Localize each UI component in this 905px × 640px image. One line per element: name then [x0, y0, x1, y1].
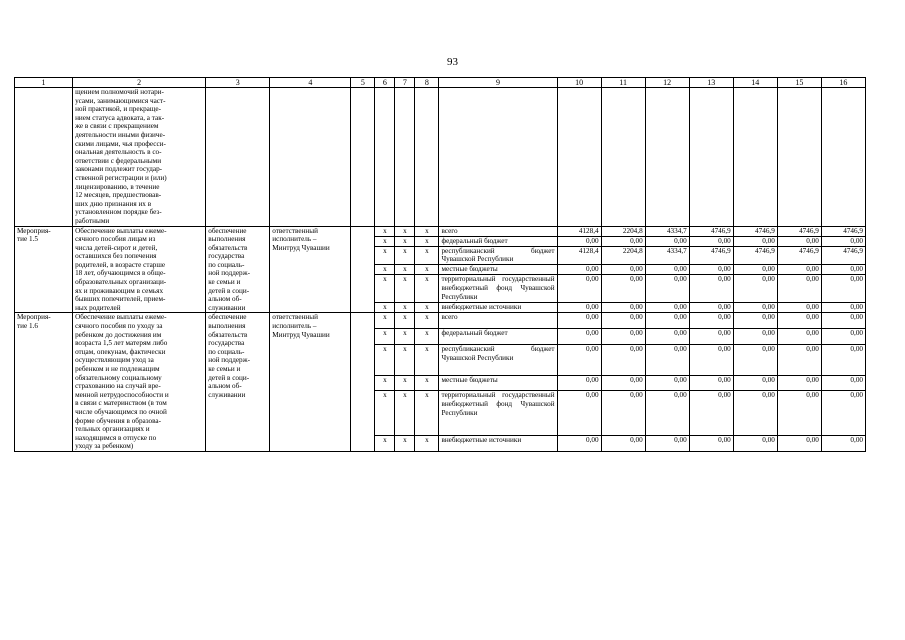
header-cell: 15: [777, 78, 821, 88]
amount-cell: 0,00: [689, 329, 733, 345]
funding-source: республиканский бюджет Чувашской Республики: [439, 246, 557, 265]
x-mark: x: [415, 329, 439, 345]
x-mark: x: [415, 246, 439, 265]
header-cell: 7: [395, 78, 415, 88]
x-mark: x: [375, 226, 395, 236]
x-mark: x: [375, 329, 395, 345]
amount-cell: 0,00: [557, 275, 601, 303]
x-mark: x: [395, 236, 415, 246]
x-mark: x: [415, 313, 439, 329]
amount-cell: 0,00: [821, 265, 865, 275]
page-number: 93: [447, 56, 458, 68]
x-mark: x: [415, 303, 439, 313]
empty-cell: [395, 88, 415, 227]
x-mark: x: [375, 313, 395, 329]
amount-cell: 0,00: [645, 391, 689, 436]
x-mark: x: [395, 265, 415, 275]
x-mark: x: [395, 391, 415, 436]
amount-cell: 0,00: [645, 303, 689, 313]
activity-purpose: обеспечение выполнения обязательств государства по социаль- ной поддерж- ке семьи и детей в соци- альном об- служивании: [206, 226, 270, 313]
funding-row: [15, 226, 866, 236]
x-mark: x: [395, 375, 415, 391]
funding-source: всего: [439, 226, 557, 236]
header-cell: 16: [821, 78, 865, 88]
amount-cell: 0,00: [733, 435, 777, 451]
empty-cell: [689, 88, 733, 227]
amount-cell: 0,00: [733, 275, 777, 303]
funding-source: федеральный бюджет: [439, 329, 557, 345]
amount-cell: 0,00: [733, 375, 777, 391]
amount-cell: 0,00: [689, 236, 733, 246]
x-mark: x: [375, 275, 395, 303]
amount-cell: 0,00: [777, 236, 821, 246]
activity-title: Обеспечение выплаты ежеме- сячного пособия по уходу за ребенком до достижения им возраста 1,5 лет матерям либо отцам, опекунам, фактически осуществляющим уход за ребенком и не подлежащим обязательному социальному страхованию на случай вре- менной нетрудоспособности и в связи с материнством (в том числе обучающимся по очной форме обучения в образова- тельных организациях и находящимся в отпуске по уходу за ребенком): [73, 313, 206, 452]
amount-cell: 0,00: [645, 265, 689, 275]
x-mark: x: [375, 246, 395, 265]
empty-cell: [351, 88, 375, 227]
amount-cell: 0,00: [821, 303, 865, 313]
funding-source: внебюджетные источники: [439, 303, 557, 313]
header-cell: 13: [689, 78, 733, 88]
header-cell: 14: [733, 78, 777, 88]
amount-cell: 0,00: [777, 345, 821, 375]
funding-source: республиканский бюджет Чувашской Республики: [439, 345, 557, 375]
x-mark: x: [395, 303, 415, 313]
header-row: [15, 78, 866, 88]
amount-cell: 0,00: [645, 313, 689, 329]
empty-cell: [733, 88, 777, 227]
amount-cell: 0,00: [645, 275, 689, 303]
amount-cell: 4746,9: [821, 226, 865, 236]
amount-cell: 0,00: [645, 375, 689, 391]
activity-purpose: обеспечение выполнения обязательств государства по социаль- ной поддерж- ке семьи и детей в соци- альном об- служивании: [206, 313, 270, 452]
empty-cell: [439, 88, 557, 227]
empty-cell: [351, 313, 375, 452]
funding-source: внебюджетные источники: [439, 435, 557, 451]
amount-cell: 0,00: [777, 313, 821, 329]
amount-cell: 0,00: [777, 329, 821, 345]
amount-cell: 0,00: [777, 303, 821, 313]
x-mark: x: [415, 391, 439, 436]
amount-cell: 0,00: [689, 303, 733, 313]
amount-cell: 0,00: [689, 313, 733, 329]
empty-cell: [375, 88, 395, 227]
empty-cell: [351, 226, 375, 313]
amount-cell: 0,00: [733, 329, 777, 345]
x-mark: x: [395, 226, 415, 236]
x-mark: x: [375, 345, 395, 375]
x-mark: x: [375, 303, 395, 313]
amount-cell: 0,00: [777, 265, 821, 275]
amount-cell: 0,00: [557, 303, 601, 313]
empty-cell: [270, 88, 351, 227]
header-cell: 3: [206, 78, 270, 88]
activity-executor: ответственный исполнитель – Минтруд Чувашии: [270, 226, 351, 313]
funding-source: территориальный государственный внебюджетный фонд Чувашской Республики: [439, 391, 557, 436]
x-mark: x: [395, 275, 415, 303]
x-mark: x: [415, 236, 439, 246]
amount-cell: 0,00: [557, 313, 601, 329]
amount-cell: 0,00: [689, 391, 733, 436]
header-cell: 6: [375, 78, 395, 88]
amount-cell: 0,00: [601, 375, 645, 391]
x-mark: x: [415, 435, 439, 451]
amount-cell: 4746,9: [821, 246, 865, 265]
empty-cell: [821, 88, 865, 227]
amount-cell: 4334,7: [645, 226, 689, 236]
continuation-text: щением полномочий нотари- усами, занимающимися част- ной практикой, и прекраще- нием статуса адвоката, а так- же в связи с прекращением деятельности иными физиче- скими лицами, чья професси- ональная деятельность в со- ответствии с федеральными законами подлежит государ- ственной регистрации и (или) лицензированию, в течение 12 месяцев, предшествовав- ших дню признания их в установленном порядке без- работными: [73, 88, 206, 227]
amount-cell: 0,00: [689, 345, 733, 375]
amount-cell: 4746,9: [777, 246, 821, 265]
x-mark: x: [415, 226, 439, 236]
amount-cell: 0,00: [733, 236, 777, 246]
amount-cell: 0,00: [557, 375, 601, 391]
funding-source: местные бюджеты: [439, 265, 557, 275]
amount-cell: 0,00: [557, 435, 601, 451]
amount-cell: 4128,4: [557, 246, 601, 265]
x-mark: x: [375, 265, 395, 275]
amount-cell: 0,00: [733, 345, 777, 375]
header-cell: 11: [601, 78, 645, 88]
empty-cell: [645, 88, 689, 227]
amount-cell: 0,00: [821, 435, 865, 451]
amount-cell: 0,00: [821, 313, 865, 329]
amount-cell: 0,00: [733, 313, 777, 329]
funding-source: всего: [439, 313, 557, 329]
amount-cell: 2204,8: [601, 226, 645, 236]
program-table: [14, 77, 866, 452]
x-mark: x: [395, 246, 415, 265]
amount-cell: 0,00: [777, 375, 821, 391]
x-mark: x: [395, 329, 415, 345]
header-cell: 9: [439, 78, 557, 88]
amount-cell: 0,00: [821, 236, 865, 246]
amount-cell: 4334,7: [645, 246, 689, 265]
x-mark: x: [415, 345, 439, 375]
amount-cell: 0,00: [601, 345, 645, 375]
amount-cell: 0,00: [689, 435, 733, 451]
amount-cell: 0,00: [601, 313, 645, 329]
amount-cell: 0,00: [557, 391, 601, 436]
amount-cell: 4746,9: [689, 246, 733, 265]
amount-cell: 4746,9: [777, 226, 821, 236]
amount-cell: 0,00: [645, 345, 689, 375]
amount-cell: 0,00: [601, 329, 645, 345]
amount-cell: 0,00: [645, 435, 689, 451]
amount-cell: 0,00: [689, 275, 733, 303]
amount-cell: 2204,8: [601, 246, 645, 265]
empty-cell: [415, 88, 439, 227]
header-cell: 4: [270, 78, 351, 88]
activity-title: Обеспечение выплаты ежеме- сячного пособия лицам из числа детей-сирот и детей, оставшихся без попечения родителей, в возрасте старше 18 лет, обучающимся в обще- образовательных организаци- ях и проживающим в семьях бывших попечителей, прием- ных родителей: [73, 226, 206, 313]
header-cell: 10: [557, 78, 601, 88]
header-cell: 8: [415, 78, 439, 88]
amount-cell: 0,00: [733, 391, 777, 436]
x-mark: x: [375, 391, 395, 436]
amount-cell: 0,00: [557, 236, 601, 246]
header-cell: 12: [645, 78, 689, 88]
header-cell: 2: [73, 78, 206, 88]
amount-cell: 0,00: [733, 303, 777, 313]
amount-cell: 0,00: [601, 265, 645, 275]
amount-cell: 0,00: [821, 391, 865, 436]
amount-cell: 4746,9: [733, 246, 777, 265]
amount-cell: 0,00: [645, 236, 689, 246]
x-mark: x: [415, 275, 439, 303]
x-mark: x: [375, 236, 395, 246]
x-mark: x: [395, 345, 415, 375]
amount-cell: 0,00: [689, 265, 733, 275]
amount-cell: 0,00: [777, 435, 821, 451]
funding-source: местные бюджеты: [439, 375, 557, 391]
amount-cell: 0,00: [601, 303, 645, 313]
x-mark: x: [375, 435, 395, 451]
amount-cell: 0,00: [601, 275, 645, 303]
funding-row: [15, 313, 866, 329]
amount-cell: 0,00: [821, 275, 865, 303]
amount-cell: 4128,4: [557, 226, 601, 236]
amount-cell: 4746,9: [689, 226, 733, 236]
header-cell: 5: [351, 78, 375, 88]
amount-cell: 0,00: [777, 391, 821, 436]
x-mark: x: [415, 265, 439, 275]
funding-source: территориальный государственный внебюджетный фонд Чувашской Республики: [439, 275, 557, 303]
empty-cell: [601, 88, 645, 227]
header-cell: 1: [15, 78, 73, 88]
amount-cell: 0,00: [601, 391, 645, 436]
empty-cell: [206, 88, 270, 227]
amount-cell: 0,00: [557, 265, 601, 275]
amount-cell: 0,00: [821, 375, 865, 391]
amount-cell: 0,00: [733, 265, 777, 275]
x-mark: x: [395, 313, 415, 329]
x-mark: x: [415, 375, 439, 391]
amount-cell: 0,00: [777, 275, 821, 303]
amount-cell: 0,00: [821, 345, 865, 375]
amount-cell: 0,00: [821, 329, 865, 345]
amount-cell: 0,00: [601, 236, 645, 246]
amount-cell: 0,00: [601, 435, 645, 451]
activity-code: Мероприя- тие 1.6: [15, 313, 73, 452]
amount-cell: 0,00: [645, 329, 689, 345]
funding-source: федеральный бюджет: [439, 236, 557, 246]
amount-cell: 0,00: [689, 375, 733, 391]
amount-cell: 0,00: [557, 329, 601, 345]
continuation-row: [15, 88, 866, 227]
amount-cell: 0,00: [557, 345, 601, 375]
empty-cell: [777, 88, 821, 227]
x-mark: x: [375, 375, 395, 391]
x-mark: x: [395, 435, 415, 451]
activity-executor: ответственный исполнитель – Минтруд Чувашии: [270, 313, 351, 452]
amount-cell: 4746,9: [733, 226, 777, 236]
empty-cell: [557, 88, 601, 227]
activity-code: Мероприя- тие 1.5: [15, 226, 73, 313]
empty-cell: [15, 88, 73, 227]
